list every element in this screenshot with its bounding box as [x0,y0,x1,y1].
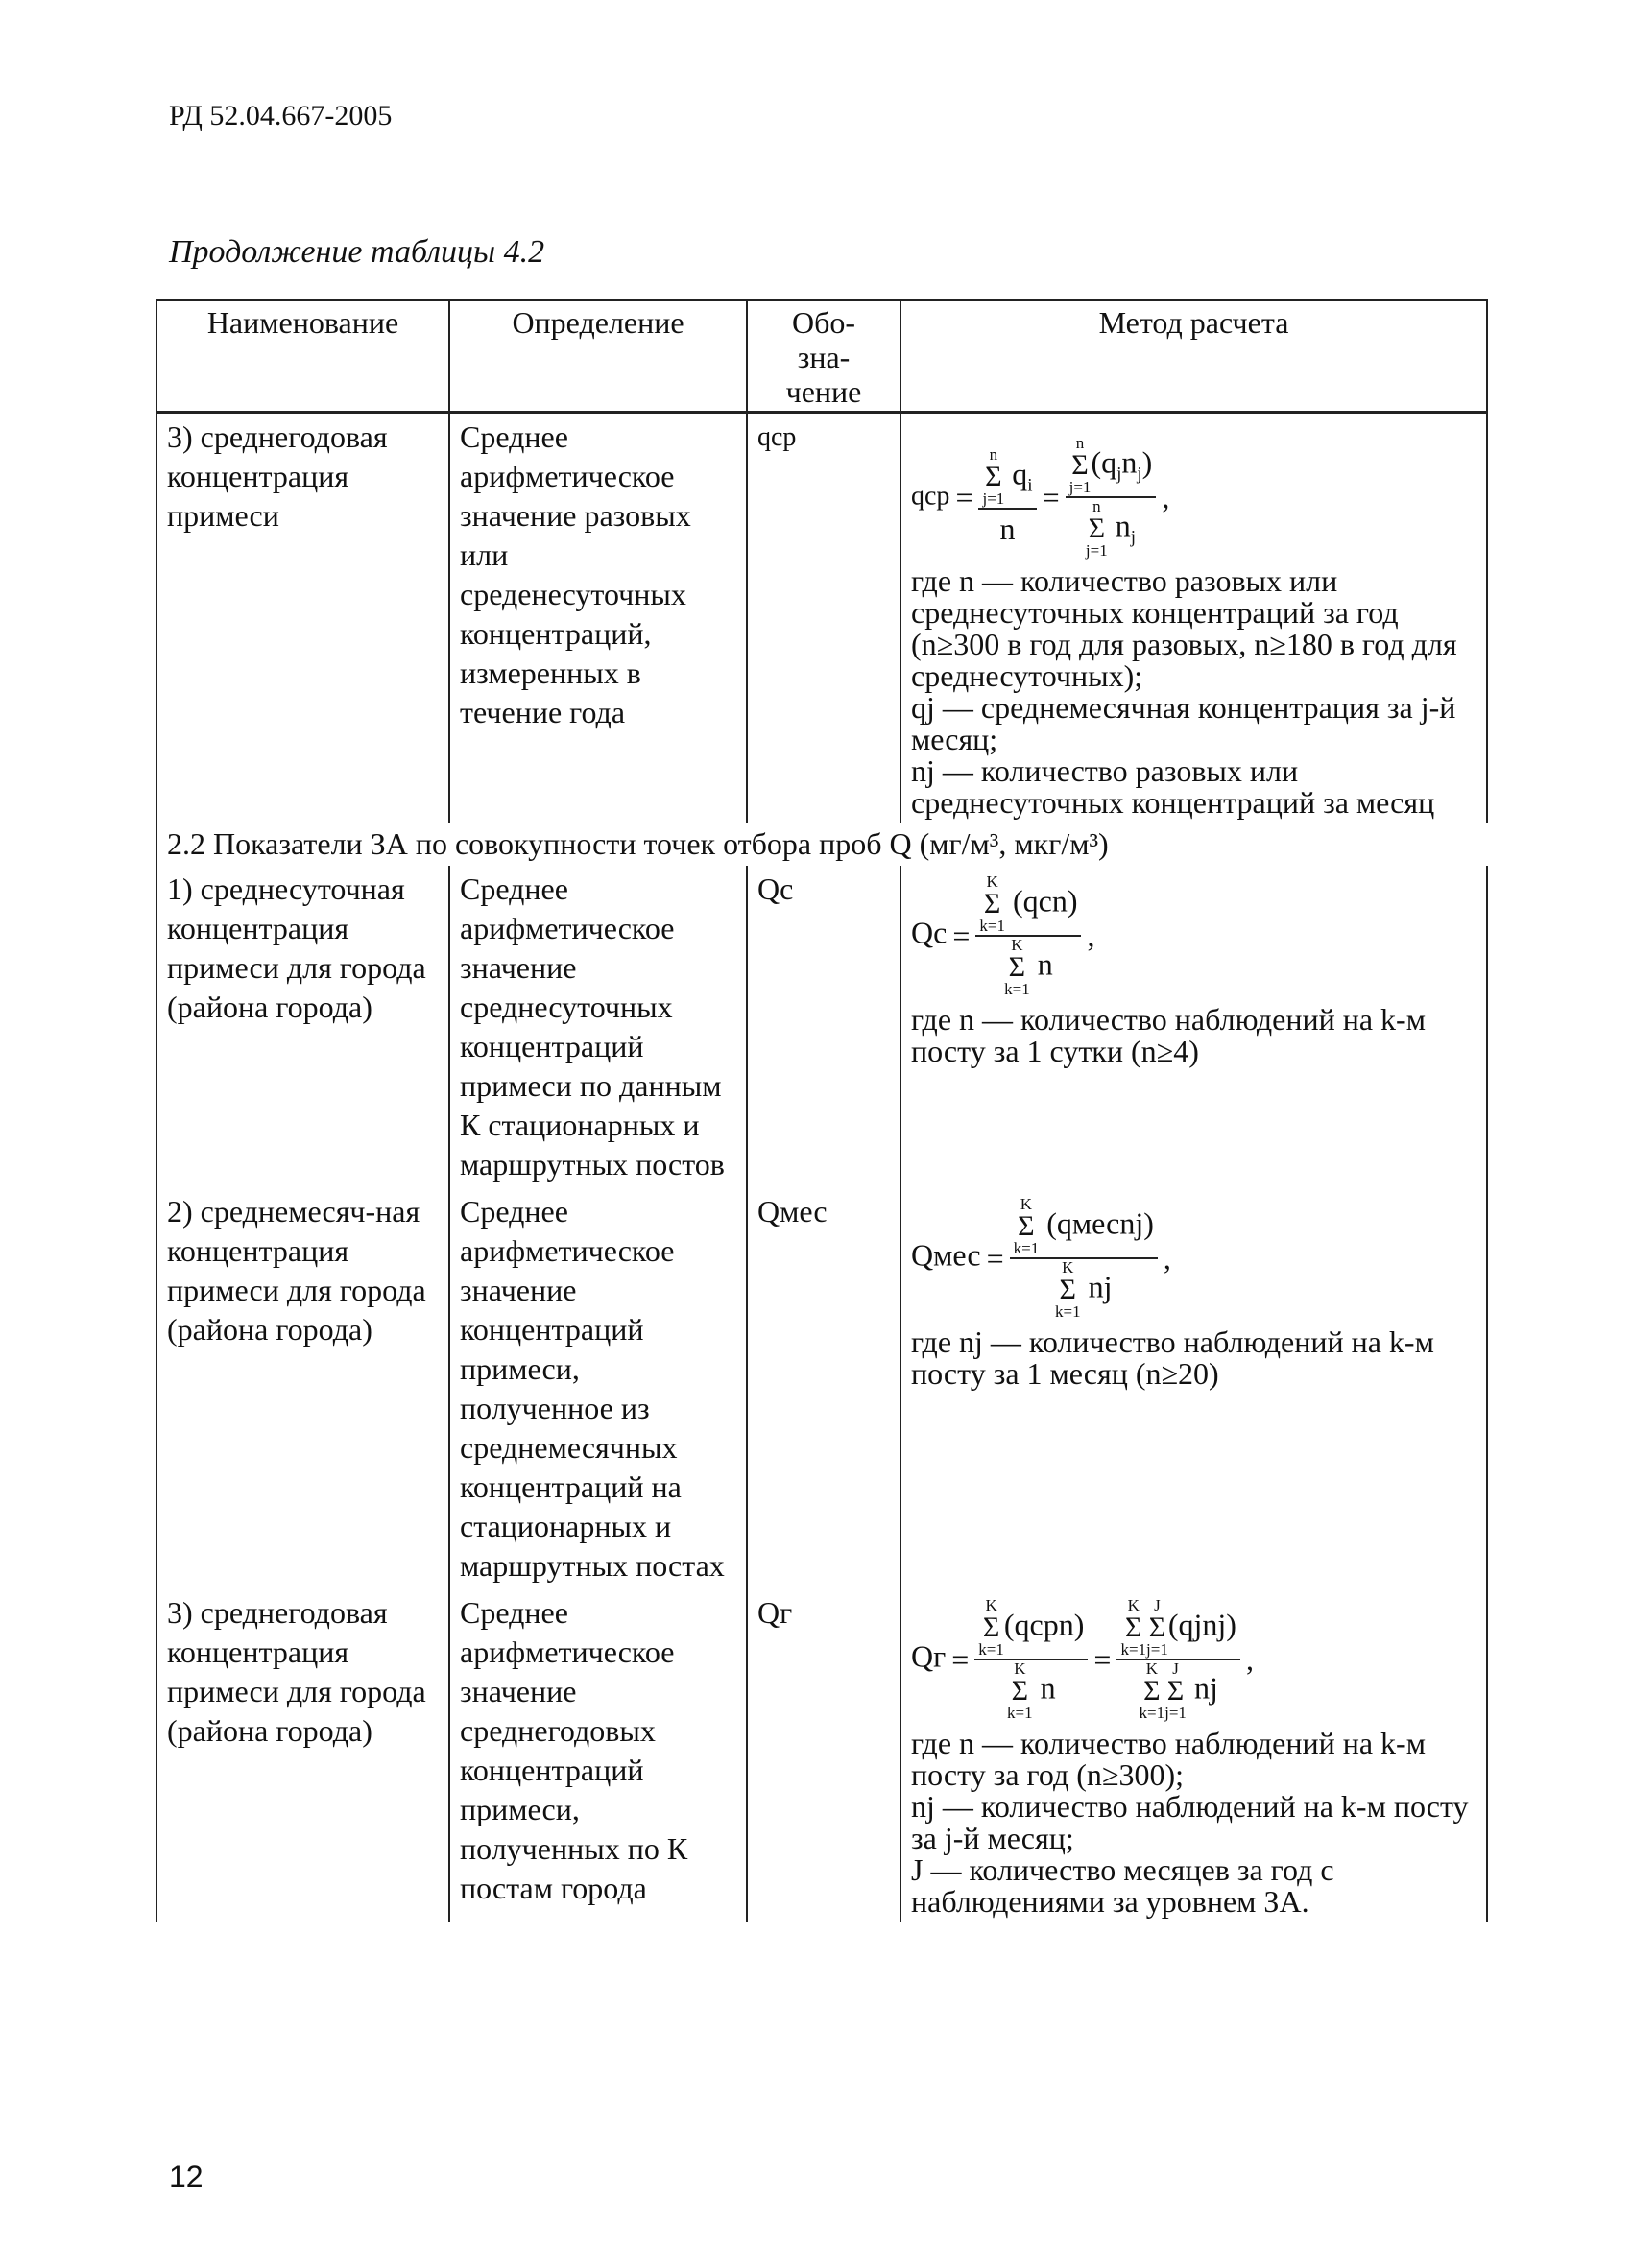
table-row [156,1188,1487,1589]
cell-method [900,866,1487,1188]
cell-definition: Среднее арифметическое значение концентраций примеси, полученное из среднемесячных концентраций на стационарных и маршрутных постах [449,1188,747,1589]
formula-monthly-city: Qмес = K Σ k=1 (qмесnj) K Σ k=1 nj , [911,1195,1171,1321]
cell-name: 3) среднегодовая концентрация примеси для города (района города) [156,1589,449,1922]
cell-method [900,413,1487,824]
data-table [156,299,1488,1922]
cell-symbol: Qг [747,1589,900,1922]
formula-daily-city: Qс = K Σ k=1 (qсn) K Σ k=1 n , [911,872,1095,998]
method-note: qj — среднемесячная концентрация за j-й месяц; [911,690,1456,756]
cell-symbol: Qс [747,866,900,1188]
method-note: J — количество месяцев за год с наблюдениями за уровнем ЗА. [911,1852,1334,1919]
cell-name: 1) среднесуточная концентрация примеси для города (района города) [156,866,449,1188]
table-row [156,1589,1487,1922]
table-caption: Продолжение таблицы 4.2 [169,234,545,270]
method-note: где n — количество наблюдений на k-м посту за 1 сутки (n≥4) [911,1002,1426,1068]
document-code: РД 52.04.667-2005 [169,100,393,131]
formula-annual-mean: qср = n Σ j=1 $q_i$ n = n Σ j=1 $(q_jn_j)$ n Σ j=1 $n_j$ , [911,434,1170,560]
cell-definition: Среднее арифметическое значение среднесуточных концентраций примеси по данным К стационарных и маршрутных постов [449,866,747,1188]
cell-method [900,1589,1487,1922]
cell-method [900,1188,1487,1589]
method-note: где nj — количество наблюдений на k-м посту за 1 месяц (n≥20) [911,1325,1434,1391]
cell-definition: Среднее арифметическое значение разовых или среденесуточных концентраций, измеренных в течение года [449,413,747,824]
cell-symbol: qср [747,413,900,824]
page-number: 12 [169,2160,204,2194]
cell-symbol: Qмес [747,1188,900,1589]
section-row [156,823,1487,866]
column-header-name: Наименование [156,300,449,413]
table-header-row [156,300,1487,413]
method-note: где n — количество наблюдений на k-м посту за год (n≥300); [911,1726,1426,1792]
section-title: 2.2 Показатели ЗА по совокупности точек отбора проб Q (мг/м³, мкг/м³) [156,823,1487,866]
formula-annual-city: Qг = K Σ k=1 (qсрn) K Σ k=1 n = K Σ k=1 J Σ j=1 (qjnj) K Σ k=1 J Σ j=1 nj , [911,1596,1254,1722]
cell-name: 3) среднегодовая концентрация примеси [156,413,449,824]
cell-name: 2) среднемесяч-ная концентрация примеси для города (района города) [156,1188,449,1589]
column-header-definition: Определение [449,300,747,413]
column-header-method: Метод расчета [900,300,1487,413]
method-note: где n — количество разовых или среднесуточных концентраций за год (n≥300 в год для разовых, n≥180 в год для среднесуточных); [911,563,1457,693]
cell-definition: Среднее арифметическое значение среднегодовых концентраций примеси, полученных по К постам города [449,1589,747,1922]
method-note: nj — количество наблюдений на k-м посту за j-й месяц; [911,1789,1469,1855]
table-row [156,413,1487,824]
method-note: nj — количество разовых или среднесуточных концентраций за месяц [911,753,1435,820]
table-row [156,866,1487,1188]
column-header-symbol: Обо- зна- чение [747,300,900,413]
